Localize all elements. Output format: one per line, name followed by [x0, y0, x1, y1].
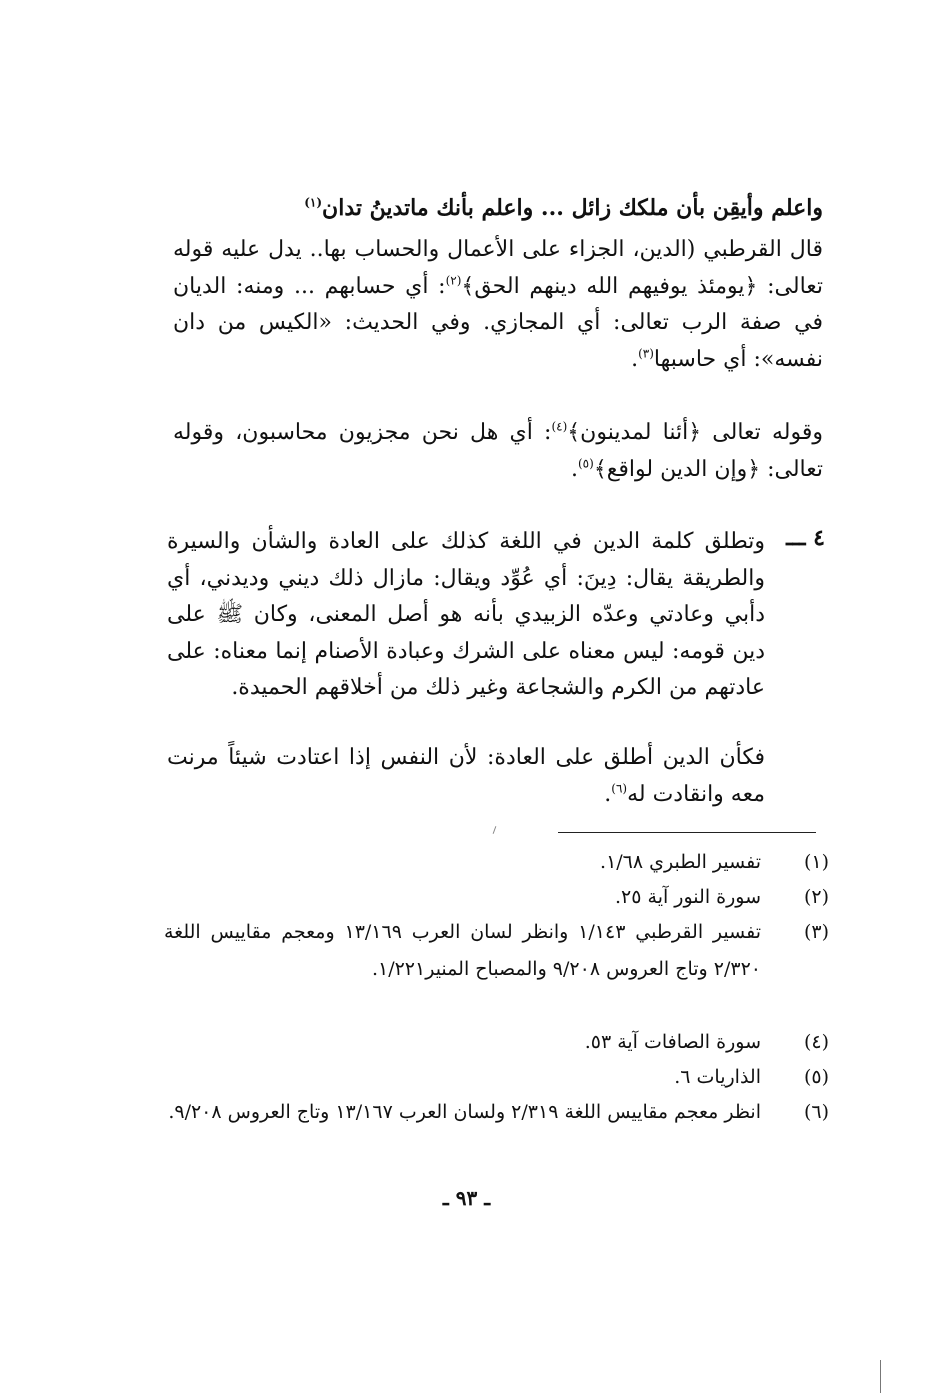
paragraph-text: وقوله تعالى ﴿أئنا لمدينون﴾: [567, 420, 823, 445]
footnote-divider: [558, 832, 816, 833]
footnote-text: انظر معجم مقاييس اللغة ٢/٣١٩ ولسان العرب ١٣/١٦٧ وتاج العروس ٩/٢٠٨.: [168, 1101, 761, 1123]
margin-line: [880, 1360, 881, 1393]
footnote-ref: (١): [304, 195, 323, 210]
paragraph-text: : أي حسابهم ... ومنه: الديان في صفة الرب تعالى: أي المجازي. وفي الحديث: «الكيس من دان نفسه»: أي حاسبها: [173, 273, 823, 372]
footnote-ref: (٤): [551, 419, 568, 434]
footnote-ref: (٦): [611, 781, 628, 796]
footnote-text: الذاريات ٦.: [674, 1066, 761, 1088]
paragraph-madinun: وقوله تعالى ﴿أئنا لمدينون﴾$^{(٤)}$: أي هل نحن مجزيون محاسبون، وقوله تعالى: ﴿وإن الدين لواقع﴾$^{(٥)}$.: [173, 419, 823, 482]
footnote: [164, 1024, 829, 1061]
footnote-number: (٤): [803, 1031, 829, 1053]
footnote-text: تفسير القرطبي ١/١٤٣ وانظر لسان العرب ١٣/١٦٩ ومعجم مقاييس اللغة ٢/٣٢٠ وتاج العروس ٩/٢٠٨ والمصباح المنير١/٢٢١.: [164, 921, 761, 980]
stray-mark: [493, 826, 497, 834]
footnote-ref: (٢): [445, 273, 462, 288]
footnote: [164, 879, 829, 916]
footnote-number: (٦): [803, 1101, 829, 1123]
footnote-text: تفسير الطبري ١/٦٨.: [600, 851, 761, 873]
paragraph-text: فكأن الدين أطلق على العادة: لأن النفس إذا اعتادت شيئاً مرنت معه وانقادت له: [167, 745, 765, 807]
footnote: [164, 1094, 829, 1131]
paragraph-text: قال القرطبي (الدين، الجزاء على الأعمال والحساب بها.. يدل عليه قوله تعالى: ﴿يومئذ يوفيهم الله دينهم الحق﴾: [173, 237, 824, 299]
footnote-number: (٢): [803, 886, 829, 908]
footnote-number: (٣): [803, 921, 829, 943]
footnote-text: سورة النور آية ٢٥.: [615, 886, 761, 908]
paragraph-text: وتطلق كلمة الدين في اللغة كذلك على العادة والشأن والسيرة والطريقة يقال: دِينَ: أي عُوِّد ويقال: مازال ذلك ديني وديدني، أي دأبي وعادتي وعدّه الزبيدي بأنه هو أصل المعنى، وكان ﷺ على دين قومه: ليس معناه على الشرك وعبادة الأصنام إنما معناه: على عادتهم من الكرم والشجاعة وغير ذلك من أخلاقهم الحميدة.: [167, 529, 765, 700]
footnote: [164, 844, 829, 881]
verse-text: واعلم وأيقِن بأن ملكك زائل ... واعلم بأنك ماتدينُ تدان: [322, 195, 823, 221]
footnote: [164, 914, 829, 988]
footnote: [164, 1059, 829, 1096]
footnote-text: سورة الصافات آية ٥٣.: [584, 1031, 761, 1053]
footnote-ref: (٥): [577, 456, 594, 471]
paragraph-custom: [167, 524, 765, 707]
poetry-verse: [304, 195, 823, 221]
page-number: ـ ٩٣ ـ: [442, 1186, 491, 1210]
item-number: ٤ ـــ: [786, 525, 825, 551]
paragraph-habit: فكأن الدين أطلق على العادة: لأن النفس إذا اعتادت شيئاً مرنت معه وانقادت له$^{(٦)}$.: [167, 745, 765, 807]
footnote-number: (٥): [803, 1066, 829, 1088]
paragraph-text: : أي هل نحن مجزيون محاسبون، وقوله تعالى: ﴿وإن الدين لواقع﴾: [173, 420, 823, 482]
footnote-ref: (٣): [638, 346, 654, 361]
footnote-number: (١): [803, 851, 829, 873]
paragraph-qurtubi: قال القرطبي (الدين، الجزاء على الأعمال والحساب بها.. يدل عليه قوله تعالى: ﴿يومئذ يوفيهم الله دينهم الحق﴾$^{(٢)}$: أي حسابهم ... ومنه: الديان في صفة الرب تعالى: أي المجازي. وفي الحديث: «الكيس من دان نفسه»: أي حاسبها$^{(٣)}$.: [173, 237, 824, 372]
